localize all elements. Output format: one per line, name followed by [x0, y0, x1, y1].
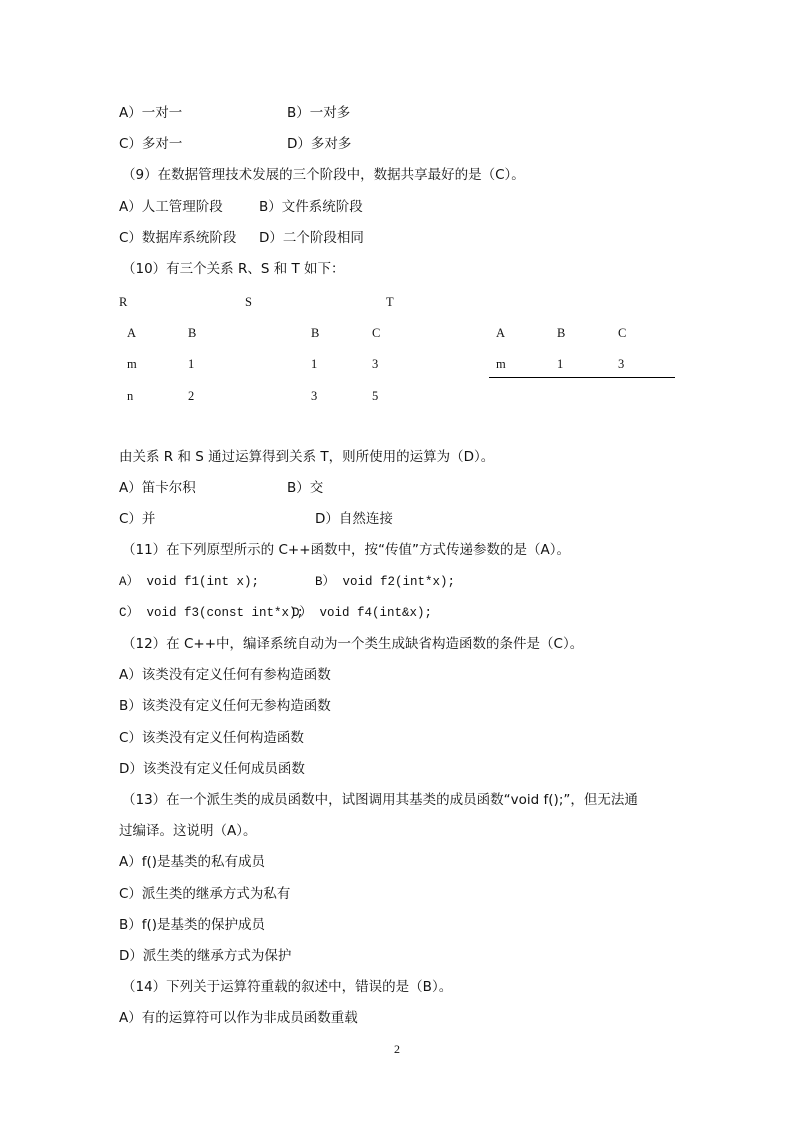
q11-option-d: D） void f4(int&x); [292, 606, 433, 620]
table-s-cell: 3 [311, 389, 318, 403]
table-r-header: A [127, 326, 137, 340]
q8-option-d: D）多对多 [287, 136, 352, 152]
table-t-header: A [496, 326, 506, 340]
q13-option-a: A）f()是基类的私有成员 [119, 854, 266, 870]
table-r-cell: n [127, 389, 134, 403]
table-r-cell: m [127, 357, 137, 371]
q8-option-c: C）多对一 [119, 136, 183, 152]
table-t-cell: m [496, 357, 506, 371]
q10-option-d: D）自然连接 [315, 511, 393, 527]
q14-question: （14）下列关于运算符重载的叙述中，错误的是（B）。 [122, 979, 453, 995]
q10-option-b: B）交 [287, 480, 324, 496]
q13-question-line2: 过编译。这说明（A）。 [119, 823, 257, 839]
q9-option-d: D）二个阶段相同 [259, 230, 364, 246]
q10-question: （10）有三个关系 R、S 和 T 如下： [122, 261, 345, 277]
table-r-cell: 2 [188, 389, 195, 403]
q14-option-a: A）有的运算符可以作为非成员函数重载 [119, 1010, 358, 1026]
table-t-bottom-rule [489, 377, 675, 378]
q10-followup: 由关系 R 和 S 通过运算得到关系 T，则所使用的运算为（D）。 [119, 449, 495, 465]
q13-option-c: C）派生类的继承方式为私有 [119, 886, 291, 902]
table-s-cell: 5 [372, 389, 379, 403]
q9-option-b: B）文件系统阶段 [259, 199, 363, 215]
table-t-name: T [386, 295, 394, 309]
q8-option-a: A）一对一 [119, 105, 183, 121]
q11-option-a: A） void f1(int x); [119, 575, 260, 589]
q10-option-a: A）笛卡尔积 [119, 480, 196, 496]
q13-option-b: B）f()是基类的保护成员 [119, 917, 266, 933]
q10-option-c: C）并 [119, 511, 156, 527]
table-s-cell: 1 [311, 357, 318, 371]
table-t-header: C [618, 326, 627, 340]
table-t-cell: 3 [618, 357, 625, 371]
q11-option-b: B） void f2(int*x); [315, 575, 456, 589]
q12-option-d: D）该类没有定义任何成员函数 [119, 761, 305, 777]
page-number: 2 [394, 1042, 400, 1056]
q11-option-c: C） void f3(const int*x); [119, 606, 305, 620]
q9-option-c: C）数据库系统阶段 [119, 230, 237, 246]
q8-option-b: B）一对多 [287, 105, 351, 121]
table-r-cell: 1 [188, 357, 195, 371]
table-s-header: C [372, 326, 381, 340]
table-r-name: R [119, 295, 128, 309]
q9-option-a: A）人工管理阶段 [119, 199, 223, 215]
q12-option-c: C）该类没有定义任何构造函数 [119, 730, 304, 746]
q9-question: （9）在数据管理技术发展的三个阶段中，数据共享最好的是（C）。 [122, 167, 525, 183]
q13-question-line1: （13）在一个派生类的成员函数中，试图调用其基类的成员函数“void f();”，但无法通 [122, 792, 638, 808]
table-r-header: B [188, 326, 197, 340]
q11-question: （11）在下列原型所示的 C++函数中，按“传值”方式传递参数的是（A）。 [122, 542, 570, 558]
q12-option-b: B）该类没有定义任何无参构造函数 [119, 698, 331, 714]
table-t-cell: 1 [557, 357, 564, 371]
table-s-header: B [311, 326, 320, 340]
table-t-header: B [557, 326, 566, 340]
table-s-name: S [245, 295, 252, 309]
table-s-cell: 3 [372, 357, 379, 371]
q12-option-a: A）该类没有定义任何有参构造函数 [119, 667, 331, 683]
q13-option-d: D）派生类的继承方式为保护 [119, 948, 292, 964]
q12-question: （12）在 C++中，编译系统自动为一个类生成缺省构造函数的条件是（C）。 [122, 636, 584, 652]
